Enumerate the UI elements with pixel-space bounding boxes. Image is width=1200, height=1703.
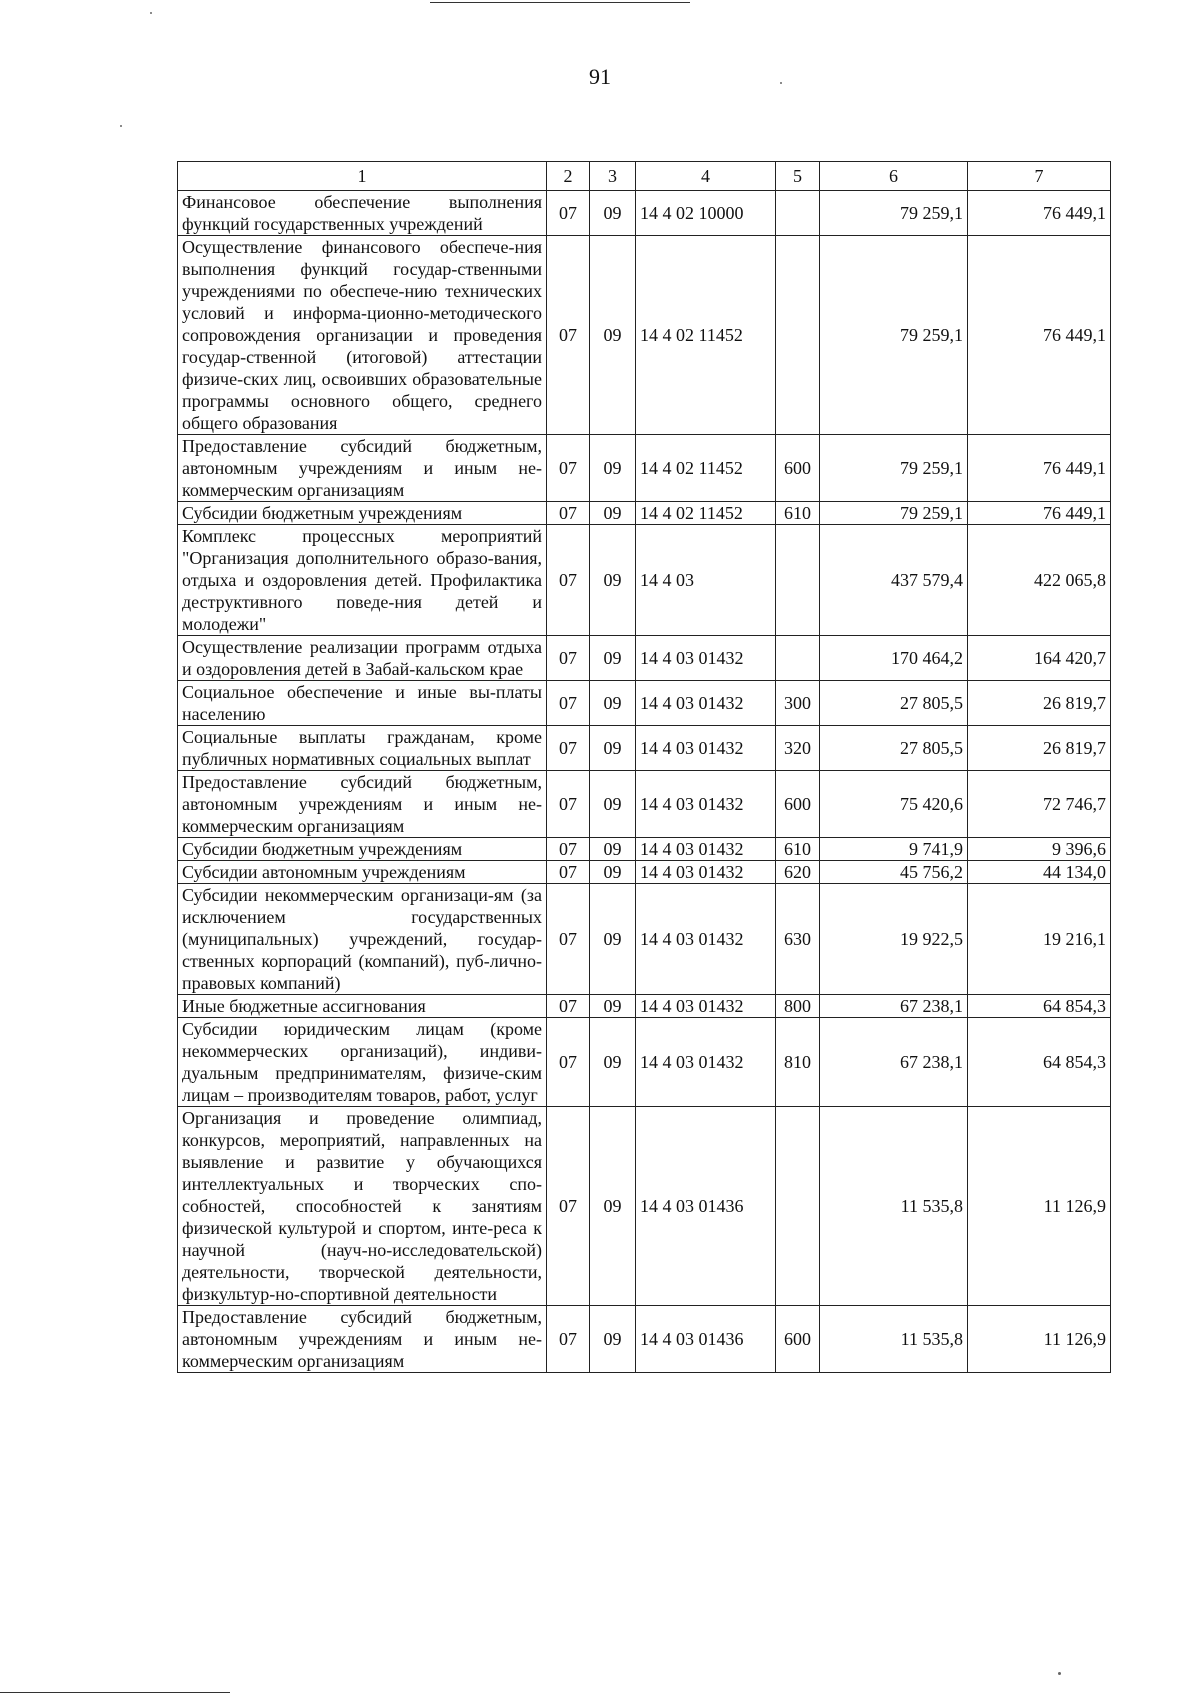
amount-cell: 19 922,5 — [820, 884, 968, 995]
expense-type-code-cell: 610 — [776, 502, 820, 525]
section-code-cell: 07 — [547, 861, 590, 884]
target-item-code-cell: 14 4 02 11452 — [636, 236, 776, 435]
expense-type-code-cell: 810 — [776, 1018, 820, 1107]
section-code-cell: 07 — [547, 771, 590, 838]
expense-name-cell: Иные бюджетные ассигнования — [178, 995, 547, 1018]
scan-edge-line — [0, 1692, 230, 1693]
header-cell: 2 — [547, 162, 590, 191]
amount-cell: 79 259,1 — [820, 435, 968, 502]
target-item-code-cell: 14 4 03 01432 — [636, 838, 776, 861]
amount-cell: 67 238,1 — [820, 1018, 968, 1107]
table-row — [178, 884, 1111, 995]
amount-cell: 45 756,2 — [820, 861, 968, 884]
expense-name-cell: Предоставление субсидий бюджетным, автономным учреждениям и иным не-коммерческим организациям — [178, 1306, 547, 1373]
target-item-code-cell: 14 4 03 01436 — [636, 1306, 776, 1373]
subsection-code-cell: 09 — [590, 1107, 636, 1306]
amount-cell: 11 535,8 — [820, 1107, 968, 1306]
table-row — [178, 236, 1111, 435]
subsection-code-cell: 09 — [590, 681, 636, 726]
expense-name-cell: Организация и проведение олимпиад, конкурсов, мероприятий, направленных на выявление и развитие у обучающихся интеллектуальных и творческих спо-собностей, способностей к занятиям физической культурой и спортом, инте-реса к научной (науч-но-исследовательской) деятельности, творческой деятельности, физкультур-но-спортивной деятельности — [178, 1107, 547, 1306]
amount-cell: 67 238,1 — [820, 995, 968, 1018]
target-item-code-cell: 14 4 02 10000 — [636, 191, 776, 236]
expense-name-cell: Комплекс процессных мероприятий "Организация дополнительного образо-вания, отдыха и оздоровления детей. Профилактика деструктивного поведе-ния детей и молодежи" — [178, 525, 547, 636]
expense-type-code-cell: 610 — [776, 838, 820, 861]
section-code-cell: 07 — [547, 636, 590, 681]
section-code-cell: 07 — [547, 191, 590, 236]
target-item-code-cell: 14 4 03 01436 — [636, 1107, 776, 1306]
amount-cell: 9 741,9 — [820, 838, 968, 861]
amount-cell: 437 579,4 — [820, 525, 968, 636]
header-cell: 1 — [178, 162, 547, 191]
subsection-code-cell: 09 — [590, 1306, 636, 1373]
table-row — [178, 838, 1111, 861]
table-row — [178, 995, 1111, 1018]
expense-name-cell: Субсидии юридическим лицам (кроме некоммерческих организаций), индиви-дуальным предпринимателям, физиче-ским лицам – производителям товаров, работ, услуг — [178, 1018, 547, 1107]
subsection-code-cell: 09 — [590, 502, 636, 525]
table-row — [178, 726, 1111, 771]
amount-cell: 11 126,9 — [968, 1107, 1111, 1306]
table-row — [178, 681, 1111, 726]
table-row — [178, 861, 1111, 884]
amount-cell: 164 420,7 — [968, 636, 1111, 681]
expense-type-code-cell: 620 — [776, 861, 820, 884]
table-row — [178, 1306, 1111, 1373]
subsection-code-cell: 09 — [590, 771, 636, 838]
expense-name-cell: Осуществление реализации программ отдыха и оздоровления детей в Забай-кальском крае — [178, 636, 547, 681]
amount-cell: 75 420,6 — [820, 771, 968, 838]
section-code-cell: 07 — [547, 995, 590, 1018]
table-row — [178, 636, 1111, 681]
expense-type-code-cell: 800 — [776, 995, 820, 1018]
target-item-code-cell: 14 4 03 01432 — [636, 726, 776, 771]
scan-edge-line — [430, 2, 690, 3]
section-code-cell: 07 — [547, 1018, 590, 1107]
expense-name-cell: Предоставление субсидий бюджетным, автономным учреждениям и иным не-коммерческим организациям — [178, 435, 547, 502]
amount-cell: 64 854,3 — [968, 1018, 1111, 1107]
target-item-code-cell: 14 4 03 01432 — [636, 636, 776, 681]
section-code-cell: 07 — [547, 236, 590, 435]
amount-cell: 44 134,0 — [968, 861, 1111, 884]
amount-cell: 76 449,1 — [968, 236, 1111, 435]
target-item-code-cell: 14 4 02 11452 — [636, 435, 776, 502]
table-row — [178, 191, 1111, 236]
subsection-code-cell: 09 — [590, 636, 636, 681]
target-item-code-cell: 14 4 03 01432 — [636, 884, 776, 995]
scan-speck — [120, 125, 122, 127]
expense-type-code-cell: 600 — [776, 435, 820, 502]
expense-type-code-cell — [776, 1107, 820, 1306]
page-number: 91 — [589, 64, 611, 89]
header-cell: 7 — [968, 162, 1111, 191]
subsection-code-cell: 09 — [590, 525, 636, 636]
expense-name-cell: Субсидии автономным учреждениям — [178, 861, 547, 884]
table-row — [178, 502, 1111, 525]
section-code-cell: 07 — [547, 435, 590, 502]
subsection-code-cell: 09 — [590, 236, 636, 435]
expense-type-code-cell: 600 — [776, 1306, 820, 1373]
expense-type-code-cell: 320 — [776, 726, 820, 771]
target-item-code-cell: 14 4 02 11452 — [636, 502, 776, 525]
amount-cell: 76 449,1 — [968, 435, 1111, 502]
target-item-code-cell: 14 4 03 01432 — [636, 681, 776, 726]
subsection-code-cell: 09 — [590, 861, 636, 884]
scan-speck — [150, 12, 152, 14]
scan-speck — [1058, 1672, 1061, 1675]
table-row — [178, 435, 1111, 502]
subsection-code-cell: 09 — [590, 435, 636, 502]
subsection-code-cell: 09 — [590, 191, 636, 236]
section-code-cell: 07 — [547, 525, 590, 636]
expense-type-code-cell: 630 — [776, 884, 820, 995]
amount-cell: 27 805,5 — [820, 681, 968, 726]
expense-type-code-cell: 300 — [776, 681, 820, 726]
amount-cell: 64 854,3 — [968, 995, 1111, 1018]
table-row — [178, 771, 1111, 838]
expense-name-cell: Осуществление финансового обеспече-ния выполнения функций государ-ственными учреждениями по обеспече-нию технических условий и информа-ционно-методического сопровождения организации и проведения государ-ственной (итоговой) аттестации физиче-ских лиц, освоивших образовательные программы основного общего, среднего общего образования — [178, 236, 547, 435]
subsection-code-cell: 09 — [590, 1018, 636, 1107]
amount-cell: 9 396,6 — [968, 838, 1111, 861]
section-code-cell: 07 — [547, 502, 590, 525]
expense-type-code-cell — [776, 525, 820, 636]
expense-name-cell: Социальные выплаты гражданам, кроме публичных нормативных социальных выплат — [178, 726, 547, 771]
subsection-code-cell: 09 — [590, 838, 636, 861]
amount-cell: 11 126,9 — [968, 1306, 1111, 1373]
amount-cell: 79 259,1 — [820, 236, 968, 435]
expense-type-code-cell: 600 — [776, 771, 820, 838]
expense-type-code-cell — [776, 636, 820, 681]
section-code-cell: 07 — [547, 681, 590, 726]
expense-name-cell: Предоставление субсидий бюджетным, автономным учреждениям и иным не-коммерческим организациям — [178, 771, 547, 838]
section-code-cell: 07 — [547, 838, 590, 861]
section-code-cell: 07 — [547, 1306, 590, 1373]
amount-cell: 19 216,1 — [968, 884, 1111, 995]
target-item-code-cell: 14 4 03 01432 — [636, 995, 776, 1018]
table-row — [178, 1018, 1111, 1107]
table-row — [178, 1107, 1111, 1306]
section-code-cell: 07 — [547, 884, 590, 995]
amount-cell: 79 259,1 — [820, 191, 968, 236]
amount-cell: 11 535,8 — [820, 1306, 968, 1373]
expense-name-cell: Социальное обеспечение и иные вы-платы населению — [178, 681, 547, 726]
expense-name-cell: Субсидии бюджетным учреждениям — [178, 838, 547, 861]
expense-type-code-cell — [776, 236, 820, 435]
header-cell: 3 — [590, 162, 636, 191]
budget-table — [177, 161, 1111, 1373]
target-item-code-cell: 14 4 03 01432 — [636, 861, 776, 884]
amount-cell: 422 065,8 — [968, 525, 1111, 636]
header-cell: 4 — [636, 162, 776, 191]
expense-name-cell: Субсидии бюджетным учреждениям — [178, 502, 547, 525]
amount-cell: 27 805,5 — [820, 726, 968, 771]
table-row — [178, 525, 1111, 636]
expense-name-cell: Субсидии некоммерческим организаци-ям (за исключением государственных (муниципальных) учреждений, государ-ственных корпораций (компаний), пуб-лично-правовых компаний) — [178, 884, 547, 995]
expense-name-cell: Финансовое обеспечение выполнения функций государственных учреждений — [178, 191, 547, 236]
target-item-code-cell: 14 4 03 01432 — [636, 771, 776, 838]
subsection-code-cell: 09 — [590, 726, 636, 771]
target-item-code-cell: 14 4 03 01432 — [636, 1018, 776, 1107]
amount-cell: 26 819,7 — [968, 726, 1111, 771]
header-cell: 5 — [776, 162, 820, 191]
target-item-code-cell: 14 4 03 — [636, 525, 776, 636]
amount-cell: 76 449,1 — [968, 502, 1111, 525]
section-code-cell: 07 — [547, 1107, 590, 1306]
amount-cell: 170 464,2 — [820, 636, 968, 681]
subsection-code-cell: 09 — [590, 995, 636, 1018]
amount-cell: 76 449,1 — [968, 191, 1111, 236]
expense-type-code-cell — [776, 191, 820, 236]
amount-cell: 26 819,7 — [968, 681, 1111, 726]
header-cell: 6 — [820, 162, 968, 191]
table-header-row — [178, 162, 1111, 191]
amount-cell: 79 259,1 — [820, 502, 968, 525]
amount-cell: 72 746,7 — [968, 771, 1111, 838]
subsection-code-cell: 09 — [590, 884, 636, 995]
section-code-cell: 07 — [547, 726, 590, 771]
